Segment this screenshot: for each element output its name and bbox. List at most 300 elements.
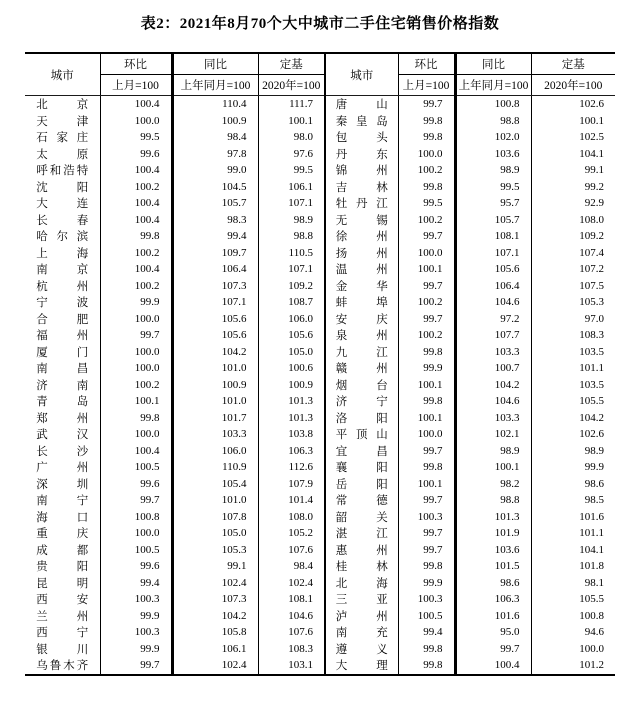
city-name: 深圳	[36, 478, 89, 491]
city-cell	[325, 410, 398, 427]
index-value-cell: 101.6	[531, 509, 615, 526]
city-cell	[25, 641, 100, 658]
city-name: 扬州	[335, 247, 388, 260]
index-value-cell: 100.8	[455, 96, 531, 113]
city-name: 大连	[36, 198, 89, 211]
index-value-cell: 100.4	[100, 195, 172, 212]
table-row	[25, 558, 615, 575]
index-value-cell: 101.0	[172, 360, 258, 377]
index-value-cell: 99.9	[531, 459, 615, 476]
index-value-cell: 98.6	[455, 575, 531, 592]
table-row	[25, 509, 615, 526]
index-value-cell: 102.4	[258, 575, 325, 592]
city-cell	[325, 393, 398, 410]
city-name: 乌鲁木齐	[36, 660, 89, 673]
city-cell	[325, 113, 398, 130]
index-value-cell: 105.3	[531, 294, 615, 311]
table-row	[25, 410, 615, 427]
table-row	[25, 459, 615, 476]
index-value-cell: 100.2	[398, 294, 455, 311]
index-value-cell: 99.9	[100, 608, 172, 625]
city-cell	[25, 179, 100, 196]
index-value-cell: 98.9	[455, 162, 531, 179]
index-value-cell: 100.3	[100, 591, 172, 608]
city-cell	[25, 245, 100, 262]
city-name: 惠州	[335, 544, 388, 557]
city-cell	[325, 377, 398, 394]
header-yoy-base-left: 上年同月=100	[172, 75, 258, 96]
index-value-cell: 99.6	[100, 558, 172, 575]
index-value-cell: 106.1	[172, 641, 258, 658]
index-value-cell: 103.6	[455, 146, 531, 163]
city-cell	[325, 459, 398, 476]
index-value-cell: 99.9	[398, 360, 455, 377]
city-cell	[25, 426, 100, 443]
index-value-cell: 100.1	[398, 261, 455, 278]
index-value-cell: 99.7	[398, 278, 455, 295]
index-value-cell: 100.0	[398, 146, 455, 163]
city-cell	[25, 509, 100, 526]
index-value-cell: 106.3	[455, 591, 531, 608]
city-name: 西宁	[36, 627, 89, 640]
city-cell	[25, 129, 100, 146]
city-name: 银川	[36, 643, 89, 656]
index-value-cell: 99.1	[172, 558, 258, 575]
index-value-cell: 100.0	[531, 641, 615, 658]
table-row	[25, 195, 615, 212]
city-cell	[25, 162, 100, 179]
city-name: 贵阳	[36, 561, 89, 574]
index-value-cell: 98.8	[455, 492, 531, 509]
index-value-cell: 100.4	[100, 212, 172, 229]
city-cell	[325, 426, 398, 443]
table-row	[25, 575, 615, 592]
city-cell	[25, 657, 100, 675]
table-row	[25, 96, 615, 113]
index-value-cell: 99.8	[398, 344, 455, 361]
index-value-cell: 110.4	[172, 96, 258, 113]
header-fixed-base-right: 2020年=100	[531, 75, 615, 96]
index-value-cell: 107.1	[258, 195, 325, 212]
city-cell	[25, 344, 100, 361]
city-name: 安庆	[335, 313, 388, 326]
header-yoy-right: 同比	[455, 53, 531, 75]
index-value-cell: 105.2	[258, 525, 325, 542]
city-cell	[325, 542, 398, 559]
table-row	[25, 443, 615, 460]
index-value-cell: 110.5	[258, 245, 325, 262]
city-name: 包头	[335, 132, 388, 145]
index-value-cell: 100.0	[398, 426, 455, 443]
city-name: 武汉	[36, 429, 89, 442]
index-value-cell: 101.6	[455, 608, 531, 625]
table-row	[25, 311, 615, 328]
city-name: 天津	[36, 115, 89, 128]
index-value-cell: 100.6	[258, 360, 325, 377]
index-value-cell: 99.7	[398, 228, 455, 245]
index-value-cell: 99.8	[100, 228, 172, 245]
index-value-cell: 100.0	[100, 426, 172, 443]
index-value-cell: 99.8	[398, 113, 455, 130]
city-name: 宁波	[36, 297, 89, 310]
index-value-cell: 98.5	[531, 492, 615, 509]
index-value-cell: 100.1	[398, 476, 455, 493]
table-row	[25, 146, 615, 163]
index-value-cell: 105.7	[455, 212, 531, 229]
index-value-cell: 104.6	[455, 393, 531, 410]
table-row	[25, 542, 615, 559]
index-value-cell: 105.6	[172, 311, 258, 328]
index-value-cell: 103.8	[258, 426, 325, 443]
index-value-cell: 109.7	[172, 245, 258, 262]
table-header	[25, 53, 615, 96]
index-value-cell: 101.9	[455, 525, 531, 542]
city-cell	[325, 212, 398, 229]
table-row	[25, 327, 615, 344]
city-name: 南昌	[36, 363, 89, 376]
city-name: 南充	[335, 627, 388, 640]
index-value-cell: 99.7	[100, 492, 172, 509]
header-mom-base-right: 上月=100	[398, 75, 455, 96]
index-value-cell: 106.1	[258, 179, 325, 196]
index-value-cell: 100.4	[100, 96, 172, 113]
index-value-cell: 104.2	[531, 410, 615, 427]
city-name: 海口	[36, 511, 89, 524]
index-value-cell: 99.2	[531, 179, 615, 196]
city-cell	[25, 558, 100, 575]
index-value-cell: 99.8	[398, 641, 455, 658]
index-value-cell: 108.3	[258, 641, 325, 658]
index-value-cell: 92.9	[531, 195, 615, 212]
index-value-cell: 108.0	[258, 509, 325, 526]
city-name: 青岛	[36, 396, 89, 409]
index-value-cell: 99.5	[100, 129, 172, 146]
city-name: 哈尔滨	[36, 231, 89, 244]
city-cell	[325, 129, 398, 146]
table-row	[25, 360, 615, 377]
index-value-cell: 112.6	[258, 459, 325, 476]
index-value-cell: 106.4	[172, 261, 258, 278]
city-cell	[325, 492, 398, 509]
index-value-cell: 105.6	[455, 261, 531, 278]
city-cell	[25, 360, 100, 377]
index-value-cell: 106.0	[258, 311, 325, 328]
index-value-cell: 101.2	[531, 657, 615, 675]
city-cell	[325, 278, 398, 295]
city-cell	[325, 179, 398, 196]
index-value-cell: 105.6	[258, 327, 325, 344]
city-cell	[325, 509, 398, 526]
index-value-cell: 107.3	[172, 278, 258, 295]
index-value-cell: 98.9	[531, 443, 615, 460]
index-value-cell: 99.8	[398, 459, 455, 476]
index-value-cell: 99.6	[100, 146, 172, 163]
city-name: 济宁	[335, 396, 388, 409]
index-value-cell: 107.1	[258, 261, 325, 278]
index-value-cell: 98.8	[455, 113, 531, 130]
index-value-cell: 100.9	[172, 113, 258, 130]
city-name: 郑州	[36, 412, 89, 425]
header-yoy-base-right: 上年同月=100	[455, 75, 531, 96]
city-cell	[25, 525, 100, 542]
city-cell	[25, 459, 100, 476]
city-cell	[325, 96, 398, 113]
table-body	[25, 96, 615, 675]
city-cell	[325, 657, 398, 675]
index-value-cell: 108.3	[531, 327, 615, 344]
index-value-cell: 97.8	[172, 146, 258, 163]
index-value-cell: 99.9	[398, 575, 455, 592]
index-value-cell: 98.8	[258, 228, 325, 245]
city-name: 吉林	[335, 181, 388, 194]
index-value-cell: 101.4	[258, 492, 325, 509]
header-yoy-left: 同比	[172, 53, 258, 75]
index-value-cell: 102.0	[455, 129, 531, 146]
city-name: 三亚	[335, 594, 388, 607]
index-value-cell: 102.4	[172, 657, 258, 675]
index-value-cell: 100.2	[100, 179, 172, 196]
city-name: 秦皇岛	[335, 115, 388, 128]
index-value-cell: 100.0	[100, 344, 172, 361]
index-value-cell: 100.0	[100, 525, 172, 542]
index-value-cell: 99.7	[398, 492, 455, 509]
index-value-cell: 103.3	[455, 344, 531, 361]
index-value-cell: 100.4	[455, 657, 531, 675]
city-name: 洛阳	[335, 412, 388, 425]
city-name: 金华	[335, 280, 388, 293]
city-cell	[325, 261, 398, 278]
index-value-cell: 102.1	[455, 426, 531, 443]
city-name: 襄阳	[335, 462, 388, 475]
city-name: 南宁	[36, 495, 89, 508]
index-value-cell: 101.3	[258, 410, 325, 427]
index-value-cell: 100.1	[398, 410, 455, 427]
index-value-cell: 100.2	[100, 245, 172, 262]
table-row	[25, 278, 615, 295]
city-cell	[325, 525, 398, 542]
index-value-cell: 105.8	[172, 624, 258, 641]
city-cell	[25, 146, 100, 163]
index-value-cell: 99.7	[398, 443, 455, 460]
index-value-cell: 99.7	[398, 311, 455, 328]
index-value-cell: 100.4	[100, 261, 172, 278]
city-name: 泉州	[335, 330, 388, 343]
header-mom-right: 环比	[398, 53, 455, 75]
table-title: 表2：2021年8月70个大中城市二手住宅销售价格指数	[140, 16, 500, 32]
header-mom-base-left: 上月=100	[100, 75, 172, 96]
header-fixed-left: 定基	[258, 53, 325, 75]
city-name: 丹东	[335, 148, 388, 161]
index-value-cell: 100.2	[100, 377, 172, 394]
index-value-cell: 103.1	[258, 657, 325, 675]
city-cell	[25, 591, 100, 608]
city-name: 无锡	[335, 214, 388, 227]
index-value-cell: 100.0	[398, 245, 455, 262]
index-value-cell: 101.1	[531, 360, 615, 377]
city-cell	[325, 195, 398, 212]
city-cell	[25, 261, 100, 278]
city-name: 厦门	[36, 346, 89, 359]
index-value-cell: 99.8	[398, 393, 455, 410]
index-value-cell: 107.3	[172, 591, 258, 608]
city-name: 南京	[36, 264, 89, 277]
city-name: 重庆	[36, 528, 89, 541]
index-value-cell: 106.4	[455, 278, 531, 295]
index-value-cell: 94.6	[531, 624, 615, 641]
index-value-cell: 98.3	[172, 212, 258, 229]
city-name: 广州	[36, 462, 89, 475]
index-value-cell: 100.2	[398, 327, 455, 344]
city-cell	[325, 294, 398, 311]
index-value-cell: 98.9	[258, 212, 325, 229]
city-name: 蚌埠	[335, 297, 388, 310]
index-value-cell: 100.9	[258, 377, 325, 394]
index-value-cell: 99.9	[100, 641, 172, 658]
city-name: 西安	[36, 594, 89, 607]
index-value-cell: 107.7	[455, 327, 531, 344]
index-value-cell: 100.0	[100, 311, 172, 328]
index-value-cell: 104.5	[172, 179, 258, 196]
city-cell	[25, 113, 100, 130]
index-value-cell: 107.5	[531, 278, 615, 295]
table-row	[25, 393, 615, 410]
header-city-right: 城市	[325, 53, 398, 96]
city-cell	[25, 575, 100, 592]
city-name: 上海	[36, 247, 89, 260]
table-row	[25, 113, 615, 130]
index-value-cell: 108.1	[258, 591, 325, 608]
index-value-cell: 99.4	[398, 624, 455, 641]
index-value-cell: 101.8	[531, 558, 615, 575]
index-value-cell: 99.8	[100, 410, 172, 427]
index-value-cell: 99.5	[455, 179, 531, 196]
index-value-cell: 109.2	[258, 278, 325, 295]
index-value-cell: 104.1	[531, 146, 615, 163]
index-value-cell: 110.9	[172, 459, 258, 476]
table-row	[25, 344, 615, 361]
index-value-cell: 100.0	[100, 360, 172, 377]
index-value-cell: 101.5	[455, 558, 531, 575]
city-name: 牡丹江	[335, 198, 388, 211]
city-name: 赣州	[335, 363, 388, 376]
index-value-cell: 100.1	[455, 459, 531, 476]
index-value-cell: 107.1	[455, 245, 531, 262]
city-cell	[325, 443, 398, 460]
table-row	[25, 294, 615, 311]
index-value-cell: 98.6	[531, 476, 615, 493]
index-value-cell: 100.0	[100, 113, 172, 130]
city-name: 北京	[36, 99, 89, 112]
index-value-cell: 107.4	[531, 245, 615, 262]
index-value-cell: 99.7	[398, 96, 455, 113]
city-name: 九江	[335, 346, 388, 359]
index-value-cell: 104.1	[531, 542, 615, 559]
city-cell	[325, 327, 398, 344]
header-row-2	[25, 75, 615, 96]
city-cell	[325, 360, 398, 377]
index-value-cell: 100.5	[100, 459, 172, 476]
index-value-cell: 103.3	[455, 410, 531, 427]
city-cell	[25, 195, 100, 212]
city-name: 岳阳	[335, 478, 388, 491]
index-value-cell: 105.5	[531, 591, 615, 608]
index-value-cell: 101.0	[172, 492, 258, 509]
table-row	[25, 212, 615, 229]
header-fixed-right: 定基	[531, 53, 615, 75]
city-name: 常德	[335, 495, 388, 508]
index-value-cell: 99.0	[172, 162, 258, 179]
city-cell	[25, 311, 100, 328]
index-value-cell: 102.6	[531, 96, 615, 113]
index-value-cell: 101.0	[172, 393, 258, 410]
index-value-cell: 104.2	[455, 377, 531, 394]
city-cell	[325, 245, 398, 262]
city-cell	[325, 146, 398, 163]
index-value-cell: 101.3	[455, 509, 531, 526]
index-value-cell: 105.0	[258, 344, 325, 361]
index-value-cell: 99.5	[398, 195, 455, 212]
city-cell	[325, 228, 398, 245]
index-value-cell: 100.5	[100, 542, 172, 559]
city-name: 呼和浩特	[36, 165, 89, 178]
city-name: 烟台	[335, 379, 388, 392]
index-value-cell: 95.0	[455, 624, 531, 641]
index-value-cell: 100.1	[531, 113, 615, 130]
city-cell	[25, 476, 100, 493]
index-value-cell: 107.9	[258, 476, 325, 493]
city-name: 平顶山	[335, 429, 388, 442]
index-value-cell: 99.1	[531, 162, 615, 179]
city-cell	[325, 311, 398, 328]
index-value-cell: 99.6	[100, 476, 172, 493]
city-name: 成都	[36, 544, 89, 557]
table-row	[25, 492, 615, 509]
index-value-cell: 101.7	[172, 410, 258, 427]
index-value-cell: 99.8	[398, 179, 455, 196]
city-name: 温州	[335, 264, 388, 277]
index-value-cell: 99.9	[100, 294, 172, 311]
city-name: 石家庄	[36, 132, 89, 145]
city-name: 锦州	[335, 165, 388, 178]
index-value-cell: 98.4	[258, 558, 325, 575]
city-cell	[325, 476, 398, 493]
city-name: 湛江	[335, 528, 388, 541]
city-name: 太原	[36, 148, 89, 161]
table-row	[25, 426, 615, 443]
city-cell	[325, 575, 398, 592]
city-name: 泸州	[335, 610, 388, 623]
index-value-cell: 98.0	[258, 129, 325, 146]
city-cell	[325, 608, 398, 625]
index-value-cell: 102.4	[172, 575, 258, 592]
index-value-cell: 104.2	[172, 344, 258, 361]
header-city-left: 城市	[25, 53, 100, 96]
index-value-cell: 106.0	[172, 443, 258, 460]
city-cell	[25, 608, 100, 625]
table-row	[25, 657, 615, 675]
city-cell	[25, 624, 100, 641]
index-value-cell: 100.3	[398, 509, 455, 526]
index-value-cell: 100.2	[100, 278, 172, 295]
index-value-cell: 100.4	[100, 443, 172, 460]
table-row	[25, 261, 615, 278]
index-value-cell: 100.4	[100, 162, 172, 179]
index-value-cell: 100.8	[531, 608, 615, 625]
city-cell	[325, 591, 398, 608]
city-name: 遵义	[335, 643, 388, 656]
index-value-cell: 104.6	[455, 294, 531, 311]
table-row	[25, 641, 615, 658]
